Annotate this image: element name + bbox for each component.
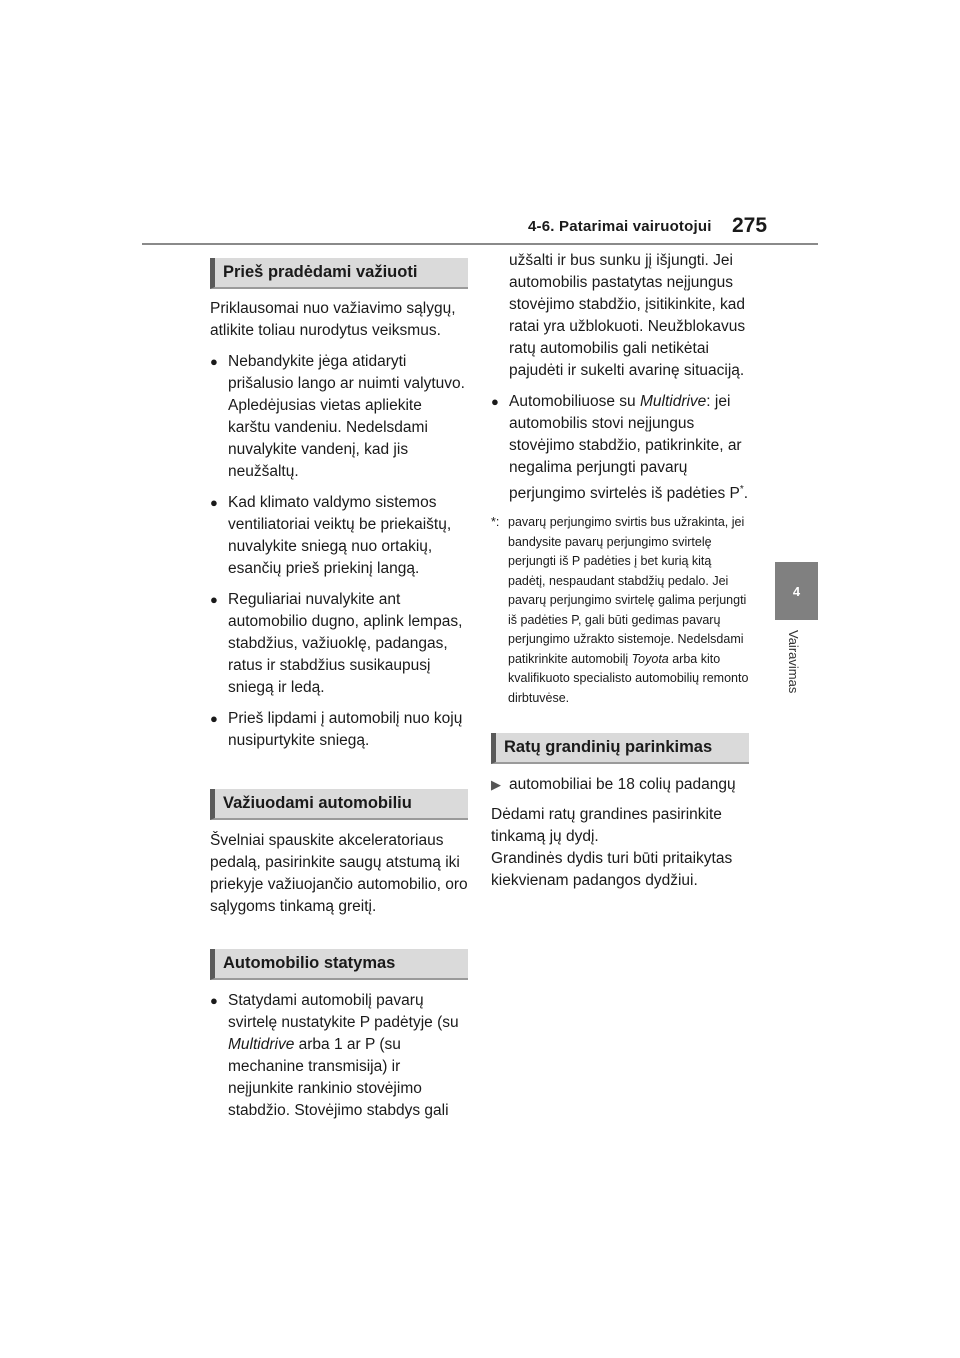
chapter-label: Vairavimas <box>786 630 801 694</box>
bullet-icon: ● <box>210 354 218 369</box>
continuation-paragraph: užšalti ir bus sunku jį išjungti. Jei automobilis pastatytas neįjungus stovėjimo stabdžio, įsitikinkite, kad ratai yra užblokuoti. Neužblokavus ratų automobilis gali netikėtai pajudėti ir sukelti avarinę situaciją. <box>509 252 746 379</box>
chain-paragraph-2: Grandinės dydis turi būti pritaikytas kiekvienam padangos dydžiui. <box>491 850 733 890</box>
intro-paragraph: Priklausomai nuo važiavimo sąlygų, atlikite toliau nurodytus veiksmus. <box>210 300 456 339</box>
chain-paragraph-1: Dėdami ratų grandines pasirinkite tinkamą jų dydį. <box>491 806 722 846</box>
section-heading-while-driving: Važiuodami automobiliu <box>210 789 468 820</box>
list-item: ● Reguliariai nuvalykite ant automobilio dugno, aplink lempas, stabdžius, važiuoklę, padangas, ratus ir stabdžius susikaupusį sniegą ir ledą. <box>210 589 468 699</box>
page-number: 275 <box>732 214 768 237</box>
section-heading-chain-selection: Ratų grandinių parinkimas <box>491 733 749 764</box>
bullet-icon: ● <box>491 394 499 409</box>
left-column <box>210 258 468 1122</box>
list-item: ● Automobiliuose su Multidrive: jei automobilis stovi neįjungus stovėjimo stabdžio, patikrinkite, ar negalima perjungti pavarų perjungimo svirtelės iš padėties P*. <box>491 391 749 505</box>
chapter-tab <box>775 562 818 620</box>
list-item: ● Prieš lipdami į automobilį nuo kojų nusipurtykite sniegą. <box>210 708 468 752</box>
bullet-icon: ● <box>210 711 218 726</box>
footnote-mark: *: <box>491 515 500 530</box>
bullet-icon: ● <box>210 592 218 607</box>
header-rule <box>142 243 818 245</box>
driving-paragraph: Švelniai spauskite akceleratoriaus pedalą, pasirinkite saugų atstumą iki priekyje važiuojančio automobilio, oro sąlygoms tinkamą greitį. <box>210 832 468 915</box>
footnote: *: pavarų perjungimo svirtis bus užrakinta, jei bandysite pavarų perjungimo svirtelę perjungti iš P padėties į bet kurią kitą padėtį, nespaudant stabdžių pedalo. Jei pavarų perjungimo svirtelę galima perjungti iš padėties P, gali būti gedimas pavarų perjungimo užrakto sistemoje. Nedelsdami patikrinkite automobilį Toyota arba kito kvalifikuoto specialisto automobilių remonto dirbtuvėse. <box>491 513 749 708</box>
section-heading-before-driving: Prieš pradėdami važiuoti <box>210 258 468 289</box>
section-heading-parking: Automobilio statymas <box>210 949 468 980</box>
triangle-icon: ▶ <box>491 777 501 793</box>
list-item: ● Statydami automobilį pavarų svirtelę nustatykite P padėtyje (su Multidrive arba 1 ar P (su mechanine transmisija) ir neįjunkite rankinio stovėjimo stabdžio. Stovėjimo stabdys gali <box>210 990 468 1122</box>
chapter-number: 4 <box>792 583 801 599</box>
condition-item: ▶ automobiliai be 18 colių padangų <box>491 774 749 796</box>
bullet-icon: ● <box>210 993 218 1008</box>
list-item: ● Nebandykite jėga atidaryti prišalusio lango ar nuimti valytuvo. Apledėjusias vietas apliekite karštu vandeniu. Nedelsdami nuvalykite vandenį, kad jis neužšaltų. <box>210 351 468 483</box>
list-item: ● Kad klimato valdymo sistemos ventiliatoriai veiktų be priekaištų, nuvalykite sniegą nuo ortakių, esančių prieš priekinį langą. <box>210 492 468 580</box>
bullet-icon: ● <box>210 495 218 510</box>
page-header-section: 4-6. Patarimai vairuotojui <box>528 218 712 235</box>
right-column <box>491 250 749 892</box>
